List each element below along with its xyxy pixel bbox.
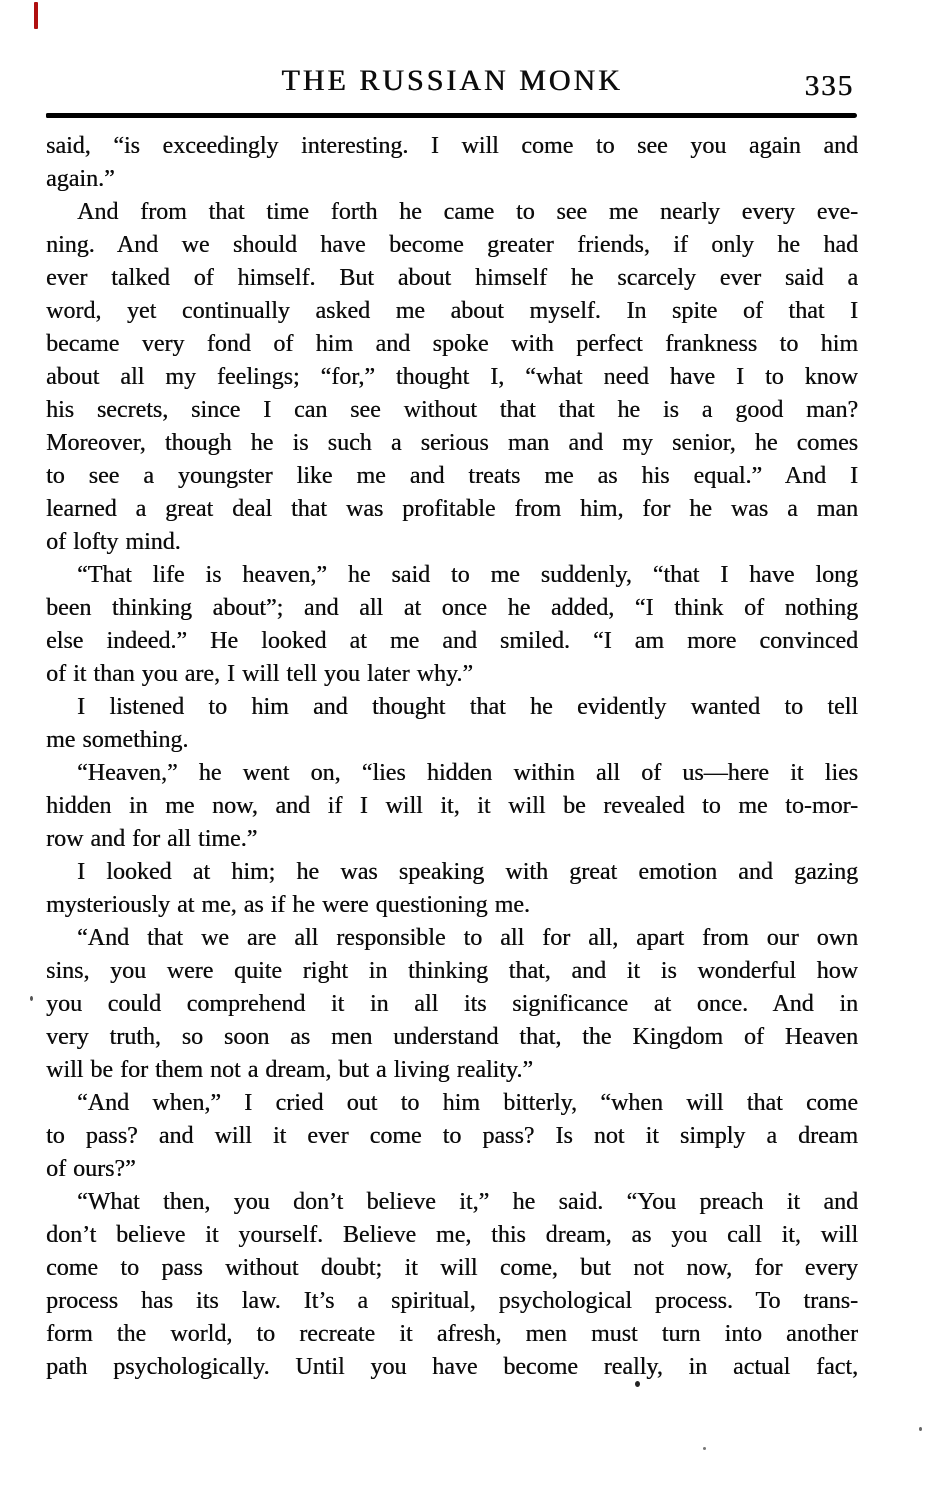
ink-speck bbox=[703, 1447, 706, 1450]
text-line: “Heaven,” he went on, “lies hidden within all of us—here it lies bbox=[77, 760, 858, 786]
text-line: come to pass without doubt; it will come, but not now, for every bbox=[46, 1255, 858, 1281]
text-line: me something. bbox=[46, 727, 189, 753]
text-line: else indeed.” He looked at me and smiled. “I am more convinced bbox=[46, 628, 858, 654]
header-rule bbox=[46, 113, 857, 118]
text-line: “That life is heaven,” he said to me suddenly, “that I have long bbox=[77, 562, 858, 588]
text-line: I looked at him; he was speaking with great emotion and gazing bbox=[77, 859, 858, 885]
text-line: row and for all time.” bbox=[46, 826, 258, 852]
text-line: word, yet continually asked me about myself. In spite of that I bbox=[46, 298, 858, 324]
text-line: ever talked of himself. But about himself he scarcely ever said a bbox=[46, 265, 858, 291]
text-line: ning. And we should have become greater friends, if only he had bbox=[46, 232, 858, 258]
running-header-title: THE RUSSIAN MONK bbox=[281, 64, 623, 97]
red-margin-mark bbox=[34, 2, 38, 29]
text-line: mysteriously at me, as if he were questioning me. bbox=[46, 892, 530, 918]
text-line: learned a great deal that was profitable from him, for he was a man bbox=[46, 496, 858, 522]
page-text bbox=[46, 130, 858, 1384]
text-line: path psychologically. Until you have become really, in actual fact, bbox=[46, 1354, 858, 1380]
text-line: process has its law. It’s a spiritual, psychological process. To trans- bbox=[46, 1288, 858, 1314]
text-line: you could comprehend it in all its significance at once. And in bbox=[46, 991, 858, 1017]
running-head bbox=[46, 64, 858, 104]
page-number: 335 bbox=[804, 70, 854, 102]
text-line: been thinking about”; and all at once he added, “I think of nothing bbox=[46, 595, 858, 621]
ink-speck bbox=[919, 1427, 922, 1431]
text-line: form the world, to recreate it afresh, men must turn into another bbox=[46, 1321, 858, 1347]
text-line: don’t believe it yourself. Believe me, this dream, as you call it, will bbox=[46, 1222, 858, 1248]
text-line: of it than you are, I will tell you later why.” bbox=[46, 661, 473, 687]
ink-speck bbox=[30, 996, 33, 1001]
text-line: will be for them not a dream, but a living reality.” bbox=[46, 1057, 533, 1083]
text-line: his secrets, since I can see without that that he is a good man? bbox=[46, 397, 858, 423]
text-line: “And when,” I cried out to him bitterly, “when will that come bbox=[77, 1090, 858, 1116]
text-line: hidden in me now, and if I will it, it will be revealed to me to-mor- bbox=[46, 793, 858, 819]
text-line: said, “is exceedingly interesting. I will come to see you again and bbox=[46, 133, 858, 159]
text-line: again.” bbox=[46, 166, 115, 192]
text-line: to pass? and will it ever come to pass? Is not it simply a dream bbox=[46, 1123, 858, 1149]
text-line: about all my feelings; “for,” thought I, “what need have I to know bbox=[46, 364, 858, 390]
text-line: sins, you were quite right in thinking that, and it is wonderful how bbox=[46, 958, 858, 984]
text-line: of lofty mind. bbox=[46, 529, 181, 555]
text-line: very truth, so soon as men understand that, the Kingdom of Heaven bbox=[46, 1024, 858, 1050]
text-line: Moreover, though he is such a serious man and my senior, he comes bbox=[46, 430, 858, 456]
text-line: I listened to him and thought that he evidently wanted to tell bbox=[77, 694, 858, 720]
text-line: became very fond of him and spoke with perfect frankness to him bbox=[46, 331, 858, 357]
text-line: And from that time forth he came to see me nearly every eve- bbox=[77, 199, 858, 225]
ink-speck bbox=[635, 1381, 640, 1387]
text-line: of ours?” bbox=[46, 1156, 136, 1182]
text-line: to see a youngster like me and treats me as his equal.” And I bbox=[46, 463, 858, 489]
text-line: “What then, you don’t believe it,” he said. “You preach it and bbox=[77, 1189, 858, 1215]
text-line: “And that we are all responsible to all for all, apart from our own bbox=[77, 925, 858, 951]
